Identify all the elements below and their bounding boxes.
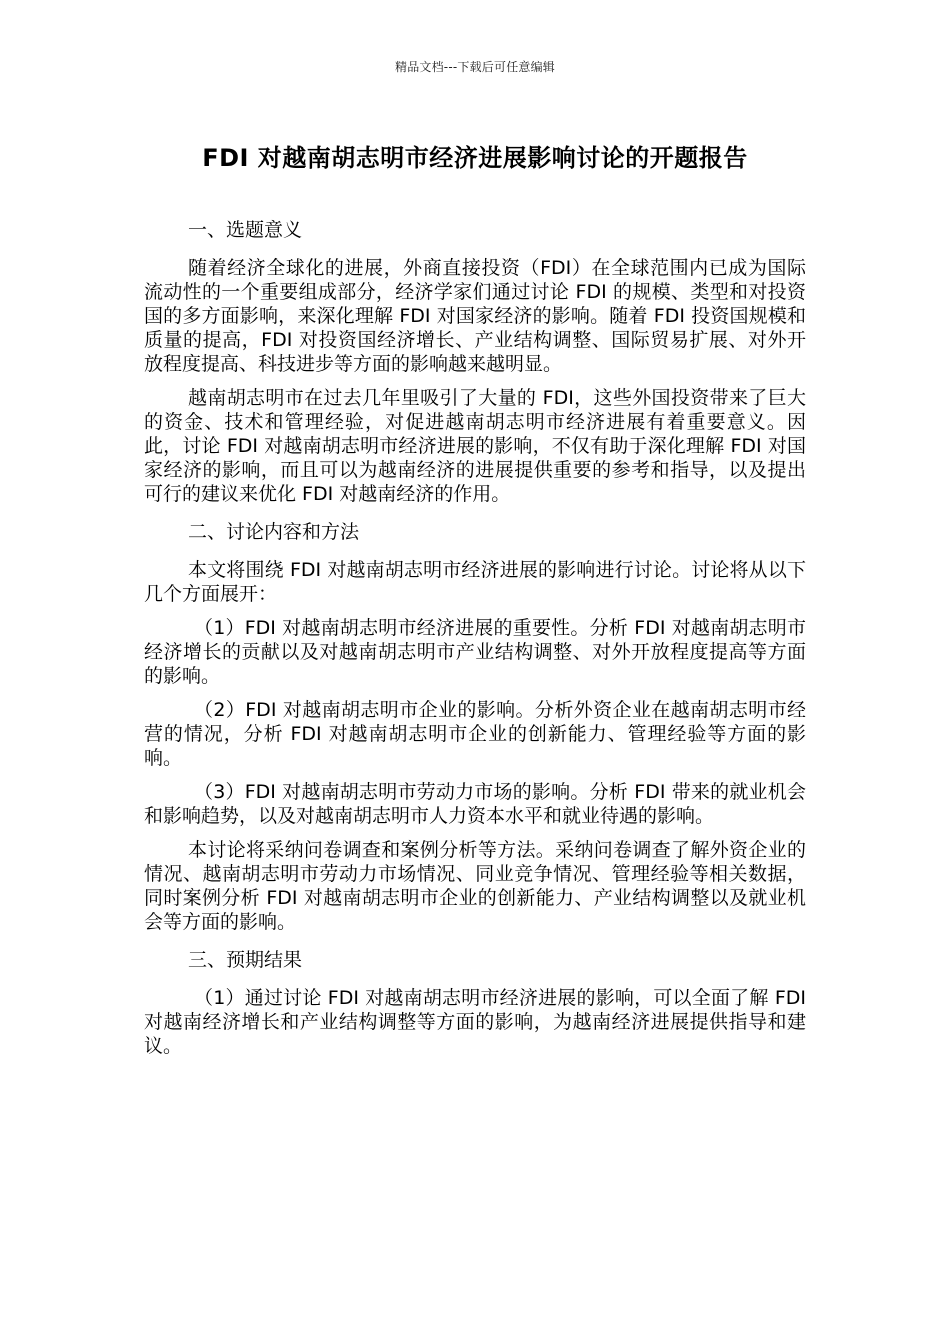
section-heading-1: 一、选题意义 bbox=[188, 219, 303, 241]
paragraph: 随着经济全球化的进展，外商直接投资（FDI）在全球范围内已成为国际流动性的一个重要组成部分，经济学家们通过讨论 FDI 的规模、类型和对投资国的多方面影响，来深化理解 FDI 对国家经济的影响。随着 FDI 投资国规模和质量的提高，FDI 对投资国经济增长、产业结构调整、国际贸易扩展、对外开放程度提高、科技进步等方面的影响越来越明显。 bbox=[144, 257, 806, 375]
paragraph: 越南胡志明市在过去几年里吸引了大量的 FDI，这些外国投资带来了巨大的资金、技术和管理经验，对促进越南胡志明市经济进展有着重要意义。因此，讨论 FDI 对越南胡志明市经济进展的影响，不仅有助于深化理解 FDI 对国家经济的影响，而且可以为越南经济的进展提供重要的参考和指导，以及提出可行的建议来优化 FDI 对越南经济的作用。 bbox=[144, 387, 806, 505]
section-heading-2: 二、讨论内容和方法 bbox=[188, 521, 360, 543]
list-item: （3）FDI 对越南胡志明市劳动力市场的影响。分析 FDI 带来的就业机会和影响趋势，以及对越南胡志明市人力资本水平和就业待遇的影响。 bbox=[144, 781, 806, 827]
document-title: FDI 对越南胡志明市经济进展影响讨论的开题报告 bbox=[202, 144, 748, 172]
list-item: （1）FDI 对越南胡志明市经济进展的重要性。分析 FDI 对越南胡志明市经济增长的贡献以及对越南胡志明市产业结构调整、对外开放程度提高等方面的影响。 bbox=[144, 617, 806, 687]
paragraph: 本讨论将采纳问卷调查和案例分析等方法。采纳问卷调查了解外资企业的情况、越南胡志明市劳动力市场情况、同业竞争情况、管理经验等相关数据，同时案例分析 FDI 对越南胡志明市企业的创新能力、产业结构调整以及就业机会等方面的影响。 bbox=[144, 839, 806, 933]
section-heading-3: 三、预期结果 bbox=[188, 949, 303, 971]
document-body bbox=[144, 214, 806, 1068]
list-item: （1）通过讨论 FDI 对越南胡志明市经济进展的影响，可以全面了解 FDI 对越南经济增长和产业结构调整等方面的影响，为越南经济进展提供指导和建议。 bbox=[144, 987, 806, 1057]
header-note: 精品文档---下载后可任意编辑 bbox=[395, 60, 555, 74]
list-item: （2）FDI 对越南胡志明市企业的影响。分析外资企业在越南胡志明市经营的情况，分析 FDI 对越南胡志明市企业的创新能力、管理经验等方面的影响。 bbox=[144, 699, 806, 769]
paragraph: 本文将围绕 FDI 对越南胡志明市经济进展的影响进行讨论。讨论将从以下几个方面展开： bbox=[144, 559, 806, 605]
